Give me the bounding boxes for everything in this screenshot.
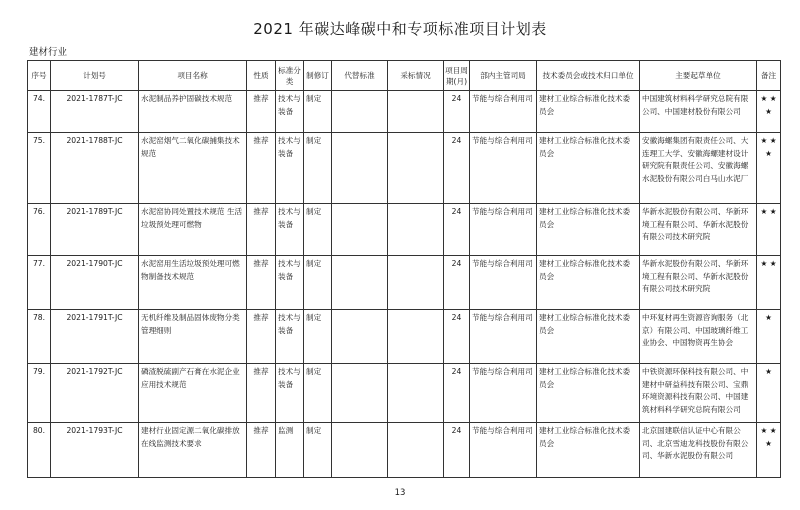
cell-plan-no: 2021-1790T-JC	[51, 256, 139, 310]
cell-revise: 制定	[304, 91, 332, 133]
cell-nature: 推荐	[247, 91, 276, 133]
header-drafters: 主要起草单位	[640, 61, 757, 91]
standards-plan-table	[27, 60, 781, 478]
cell-drafters: 中国建筑材料科学研究总院有限公司、中国建材股份有限公司	[640, 91, 757, 133]
cell-period: 24	[444, 423, 470, 478]
cell-nature: 推荐	[247, 256, 276, 310]
header-plan-no: 计划号	[51, 61, 139, 91]
cell-replace	[332, 423, 388, 478]
cell-dept: 节能与综合利用司	[470, 91, 537, 133]
cell-category: 技术与装备	[276, 133, 304, 204]
header-period: 项目周期(月)	[444, 61, 470, 91]
cell-adopt	[388, 310, 444, 364]
cell-remark: ★	[757, 310, 781, 364]
cell-seq: 78.	[28, 310, 51, 364]
cell-name: 水泥制品养护固碳技术规范	[139, 91, 247, 133]
cell-replace	[332, 364, 388, 423]
cell-committee: 建材工业综合标准化技术委员会	[537, 310, 640, 364]
cell-remark: ★ ★	[757, 204, 781, 256]
table-row	[28, 364, 781, 423]
table-row	[28, 204, 781, 256]
cell-nature: 推荐	[247, 133, 276, 204]
cell-committee: 建材工业综合标准化技术委员会	[537, 364, 640, 423]
table-row	[28, 133, 781, 204]
cell-dept: 节能与综合利用司	[470, 133, 537, 204]
header-category: 标准分类	[276, 61, 304, 91]
cell-dept: 节能与综合利用司	[470, 364, 537, 423]
cell-drafters: 安徽海螺集团有限责任公司、大连理工大学、安徽海螺建材设计研究院有限责任公司、安徽海螺水泥股份有限公司白马山水泥厂	[640, 133, 757, 204]
cell-drafters: 华新水泥股份有限公司、华新环境工程有限公司、华新水泥股份有限公司技术研究院	[640, 256, 757, 310]
cell-nature: 推荐	[247, 423, 276, 478]
header-name: 项目名称	[139, 61, 247, 91]
cell-plan-no: 2021-1792T-JC	[51, 364, 139, 423]
cell-period: 24	[444, 256, 470, 310]
cell-seq: 77.	[28, 256, 51, 310]
cell-committee: 建材工业综合标准化技术委员会	[537, 423, 640, 478]
cell-remark: ★ ★ ★	[757, 91, 781, 133]
cell-plan-no: 2021-1789T-JC	[51, 204, 139, 256]
header-revise: 制修订	[304, 61, 332, 91]
cell-seq: 76.	[28, 204, 51, 256]
section-label: 建材行业	[29, 47, 68, 58]
cell-remark: ★	[757, 364, 781, 423]
cell-nature: 推荐	[247, 310, 276, 364]
cell-remark: ★ ★ ★	[757, 423, 781, 478]
cell-category: 技术与装备	[276, 204, 304, 256]
cell-dept: 节能与综合利用司	[470, 204, 537, 256]
cell-revise: 制定	[304, 364, 332, 423]
cell-plan-no: 2021-1793T-JC	[51, 423, 139, 478]
cell-category: 监测	[276, 423, 304, 478]
page-number: 13	[394, 488, 406, 498]
table-row	[28, 256, 781, 310]
cell-category: 技术与装备	[276, 91, 304, 133]
table-header-row	[28, 61, 781, 91]
cell-replace	[332, 204, 388, 256]
cell-remark: ★ ★ ★	[757, 133, 781, 204]
cell-dept: 节能与综合利用司	[470, 256, 537, 310]
cell-name: 水泥窑烟气二氧化碳捕集技术规范	[139, 133, 247, 204]
cell-period: 24	[444, 91, 470, 133]
cell-committee: 建材工业综合标准化技术委员会	[537, 91, 640, 133]
cell-revise: 制定	[304, 133, 332, 204]
cell-adopt	[388, 256, 444, 310]
cell-remark: ★ ★	[757, 256, 781, 310]
cell-name: 无机纤维及制品固体废物分类管理细则	[139, 310, 247, 364]
cell-replace	[332, 310, 388, 364]
table-row	[28, 423, 781, 478]
table-row	[28, 310, 781, 364]
cell-nature: 推荐	[247, 364, 276, 423]
cell-dept: 节能与综合利用司	[470, 310, 537, 364]
cell-period: 24	[444, 310, 470, 364]
cell-drafters: 北京国建联信认证中心有限公司、北京雪迪龙科技股份有限公司、华新水泥股份有限公司	[640, 423, 757, 478]
cell-seq: 80.	[28, 423, 51, 478]
cell-name: 磷渣脱硫副产石膏在水泥企业应用技术规范	[139, 364, 247, 423]
cell-plan-no: 2021-1791T-JC	[51, 310, 139, 364]
cell-plan-no: 2021-1788T-JC	[51, 133, 139, 204]
cell-committee: 建材工业综合标准化技术委员会	[537, 133, 640, 204]
cell-drafters: 中环复材再生资源咨询服务（北京）有限公司、中国玻璃纤维工业协会、中国物资再生协会	[640, 310, 757, 364]
cell-replace	[332, 256, 388, 310]
cell-category: 技术与装备	[276, 310, 304, 364]
header-adopt: 采标情况	[388, 61, 444, 91]
cell-dept: 节能与综合利用司	[470, 423, 537, 478]
cell-category: 技术与装备	[276, 364, 304, 423]
cell-replace	[332, 91, 388, 133]
cell-revise: 制定	[304, 423, 332, 478]
cell-adopt	[388, 204, 444, 256]
cell-committee: 建材工业综合标准化技术委员会	[537, 204, 640, 256]
table-row	[28, 91, 781, 133]
cell-adopt	[388, 423, 444, 478]
cell-revise: 制定	[304, 204, 332, 256]
cell-name: 水泥窑协同处置技术规范 生活垃圾预处理可燃物	[139, 204, 247, 256]
cell-drafters: 华新水泥股份有限公司、华新环境工程有限公司、华新水泥股份有限公司技术研究院	[640, 204, 757, 256]
cell-drafters: 中铁资源环保科技有限公司、中建材中研益科技有限公司、宝鼎环境资源科技有限公司、中国建筑材料科学研究总院有限公司	[640, 364, 757, 423]
header-dept: 部内主管司局	[470, 61, 537, 91]
cell-adopt	[388, 133, 444, 204]
cell-period: 24	[444, 133, 470, 204]
cell-period: 24	[444, 204, 470, 256]
cell-name: 水泥窑用生活垃圾预处理可燃物制备技术规范	[139, 256, 247, 310]
cell-seq: 79.	[28, 364, 51, 423]
header-seq: 序号	[28, 61, 51, 91]
cell-replace	[332, 133, 388, 204]
cell-name: 建材行业固定源二氧化碳排放在线监测技术要求	[139, 423, 247, 478]
cell-adopt	[388, 364, 444, 423]
cell-revise: 制定	[304, 310, 332, 364]
header-nature: 性质	[247, 61, 276, 91]
header-committee: 技术委员会或技术归口单位	[537, 61, 640, 91]
cell-revise: 制定	[304, 256, 332, 310]
cell-adopt	[388, 91, 444, 133]
cell-seq: 75.	[28, 133, 51, 204]
header-replace: 代替标准	[332, 61, 388, 91]
cell-nature: 推荐	[247, 204, 276, 256]
cell-category: 技术与装备	[276, 256, 304, 310]
header-remark: 备注	[757, 61, 781, 91]
document-title: 2021 年碳达峰碳中和专项标准项目计划表	[253, 20, 547, 38]
cell-period: 24	[444, 364, 470, 423]
cell-plan-no: 2021-1787T-JC	[51, 91, 139, 133]
cell-seq: 74.	[28, 91, 51, 133]
cell-committee: 建材工业综合标准化技术委员会	[537, 256, 640, 310]
